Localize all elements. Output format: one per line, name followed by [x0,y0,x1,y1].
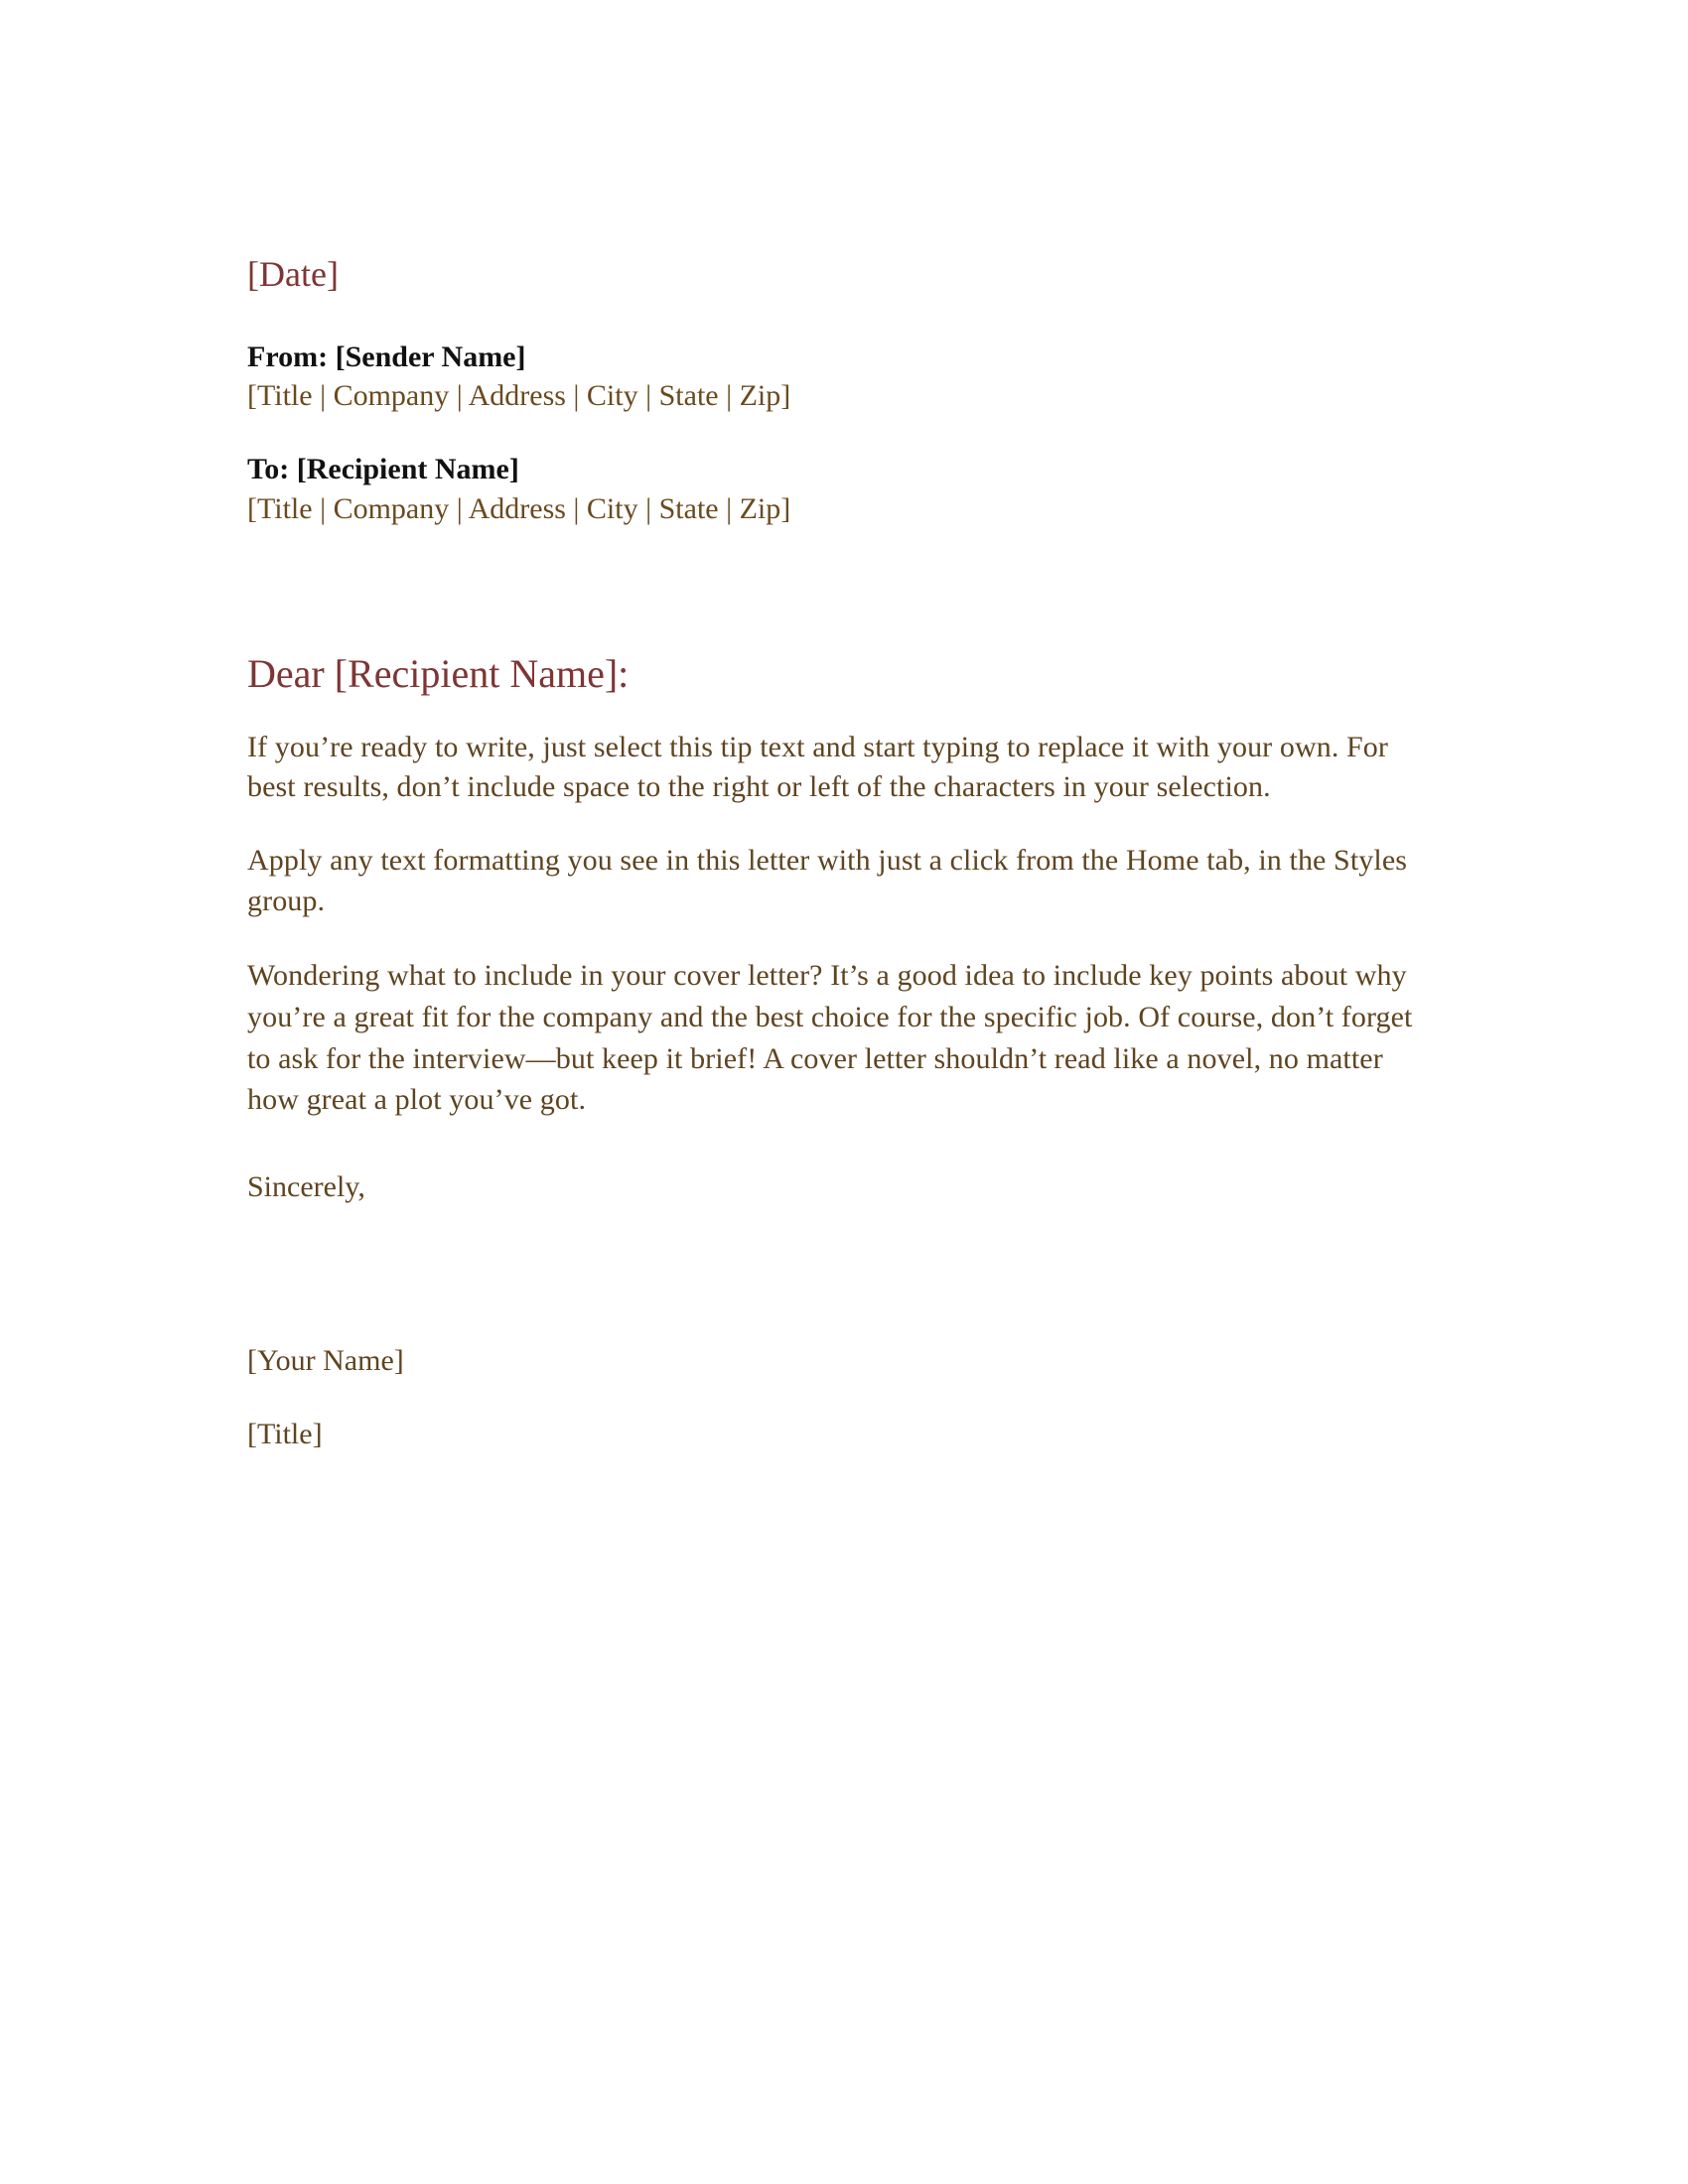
paragraph-line: Apply any text formatting you see in this letter with just a click from the Home tab, in the Styles [247,844,1408,877]
paragraph-line: If you’re ready to write, just select this tip text and start typing to replace it with your own. For [247,731,1389,763]
signature-name[interactable]: [Your Name] [247,1344,404,1377]
recipient-name[interactable]: To: [Recipient Name] [247,453,519,485]
salutation[interactable]: Dear [Recipient Name]: [247,651,630,696]
closing[interactable]: Sincerely, [247,1170,365,1203]
sender-name[interactable]: From: [Sender Name] [247,341,526,373]
date-field[interactable]: [Date] [247,254,339,294]
paragraph-line: how great a plot you’ve got. [247,1083,587,1116]
signature-title[interactable]: [Title] [247,1418,323,1450]
recipient-address[interactable]: [Title | Company | Address | City | State | Zip] [247,492,791,525]
paragraph-line: group. [247,885,326,917]
paragraph-line: to ask for the interview—but keep it brief! A cover letter shouldn’t read like a novel, no matter [247,1042,1383,1075]
paragraph-line: you’re a great fit for the company and the best choice for the specific job. Of course, don’t forget [247,1001,1413,1033]
paragraph-line: best results, don’t include space to the right or left of the characters in your selection. [247,770,1271,803]
paragraph-line: Wondering what to include in your cover letter? It’s a good idea to include key points about why [247,959,1407,992]
sender-address[interactable]: [Title | Company | Address | City | State | Zip] [247,379,791,412]
